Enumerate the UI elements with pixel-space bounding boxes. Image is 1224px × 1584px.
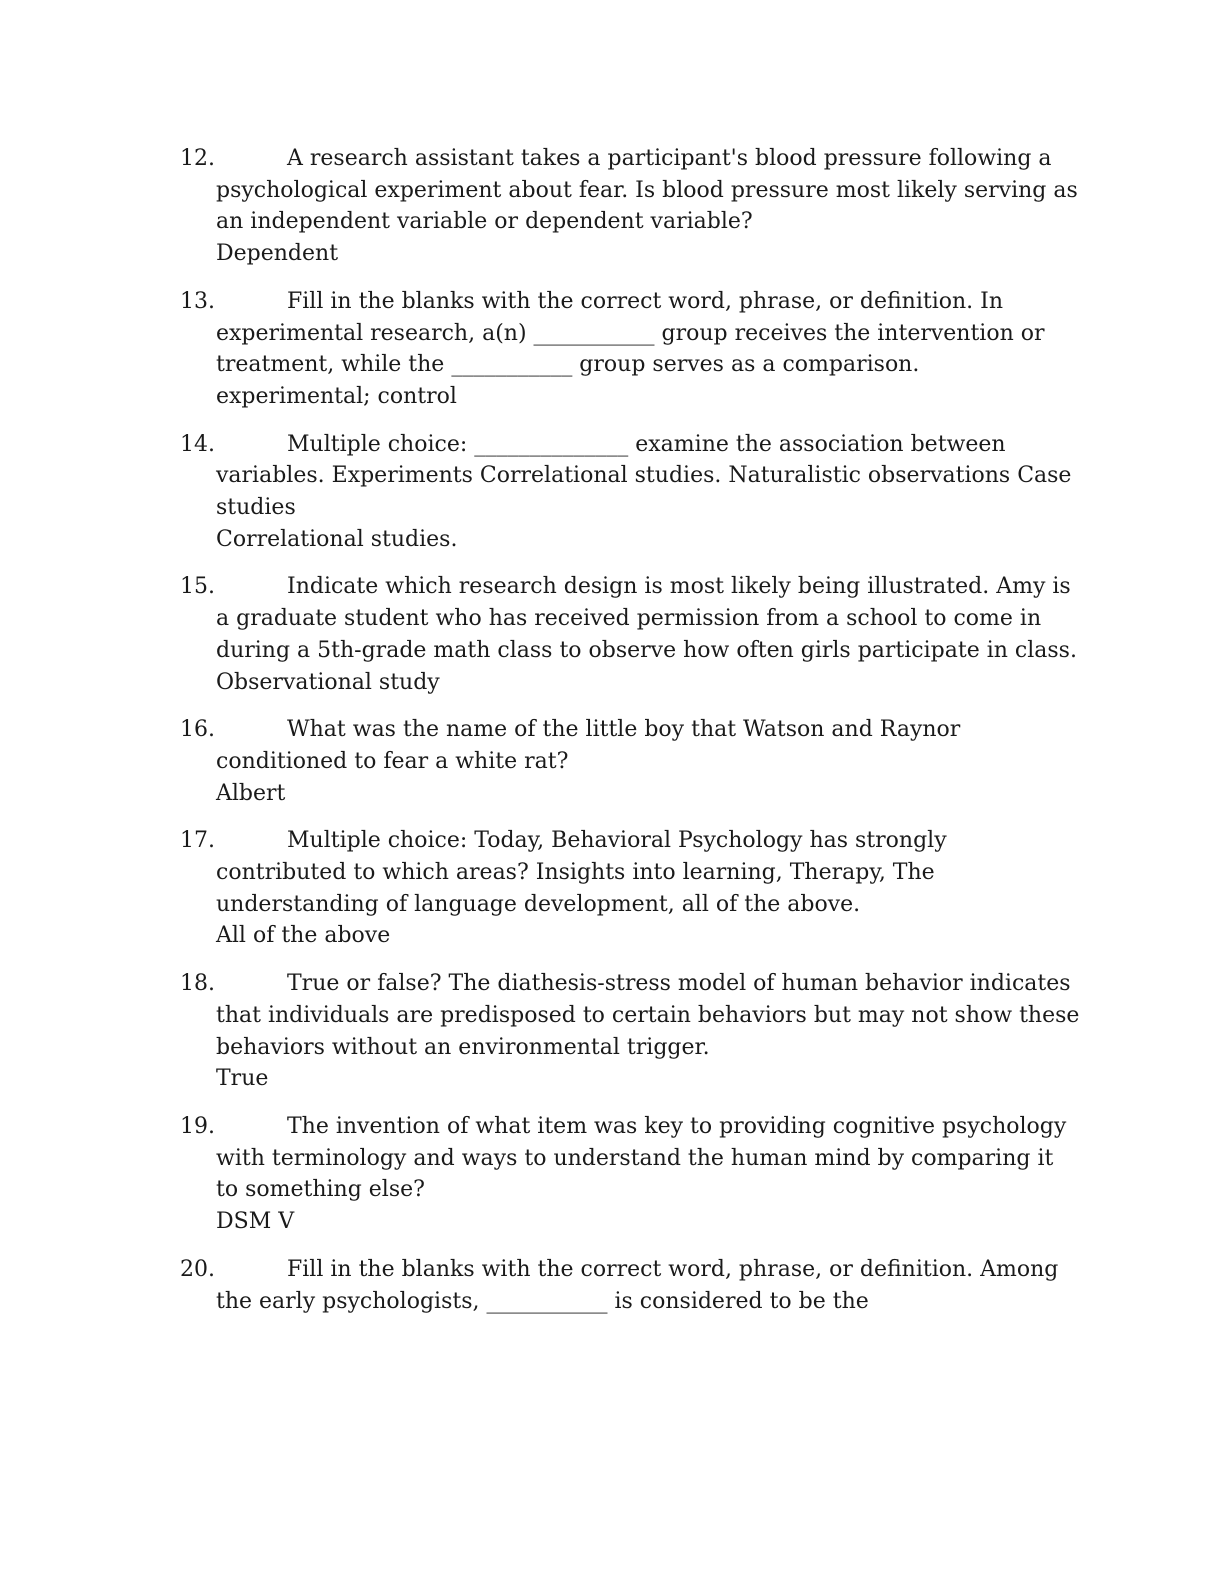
question-text: Indicate which research design is most likely being illustrated. Amy is a graduate student who has received permission from a school to come in during a 5th-grade math class to observe how often girls participate in class.: [216, 574, 1078, 663]
question-text: Multiple choice: Today, Behavioral Psychology has strongly contributed to which areas? Insights into learning, Therapy, The understanding of language development, all of the above.: [216, 828, 954, 917]
question-answer: Correlational studies.: [216, 526, 458, 552]
question-number: 17.: [180, 828, 215, 854]
question-item: [180, 1254, 1080, 1317]
question-answer: Observational study: [216, 669, 440, 695]
question-text: Fill in the blanks with the correct word, phrase, or definition. In experimental research, a(n) ___________ group receives the intervention or treatment, while the ___________ group serves as a comparison.: [216, 288, 1052, 378]
question-number: 19.: [180, 1113, 215, 1139]
question-answer: experimental; control: [216, 383, 457, 409]
question-number: 18.: [180, 971, 215, 997]
question-text: True or false? The diathesis-stress model of human behavior indicates that individuals are predisposed to certain behaviors but may not show these behaviors without an environmental trigger.: [216, 971, 1087, 1060]
question-text: What was the name of the little boy that Watson and Raynor conditioned to fear a white rat?: [216, 717, 968, 774]
question-text: Multiple choice: ______________ examine the association between variables. Experiments Correlational studies. Naturalistic observations Case studies: [216, 431, 1079, 521]
question-item: [180, 968, 1087, 1095]
question-number: 15.: [180, 574, 215, 600]
question-number: 16.: [180, 717, 215, 743]
question-answer: All of the above: [216, 923, 391, 949]
question-text: A research assistant takes a participant's blood pressure following a psychological experiment about fear. Is blood pressure most likely serving as an independent variable or dependent variable?: [216, 146, 1085, 235]
question-item: [180, 429, 1080, 556]
question-number: 20.: [180, 1256, 215, 1282]
question-item: [180, 143, 1085, 270]
question-item: [180, 825, 1080, 952]
question-answer: DSM V: [216, 1209, 295, 1235]
question-text: Fill in the blanks with the correct word, phrase, or definition. Among the early psychologists, ___________ is considered to be the: [216, 1256, 1066, 1314]
question-item: [180, 714, 1080, 809]
question-number: 12.: [180, 146, 215, 171]
question-number: 13.: [180, 288, 215, 314]
question-item: [180, 1111, 1080, 1238]
question-answer: True: [216, 1066, 269, 1092]
question-answer: Dependent: [216, 241, 339, 267]
question-item: [180, 571, 1080, 698]
question-list: [180, 143, 1087, 1333]
question-item: [180, 286, 1080, 413]
question-number: 14.: [180, 431, 215, 457]
question-text: The invention of what item was key to providing cognitive psychology with terminology and ways to understand the human mind by comparing it to something else?: [216, 1113, 1074, 1203]
question-answer: Albert: [216, 780, 286, 806]
